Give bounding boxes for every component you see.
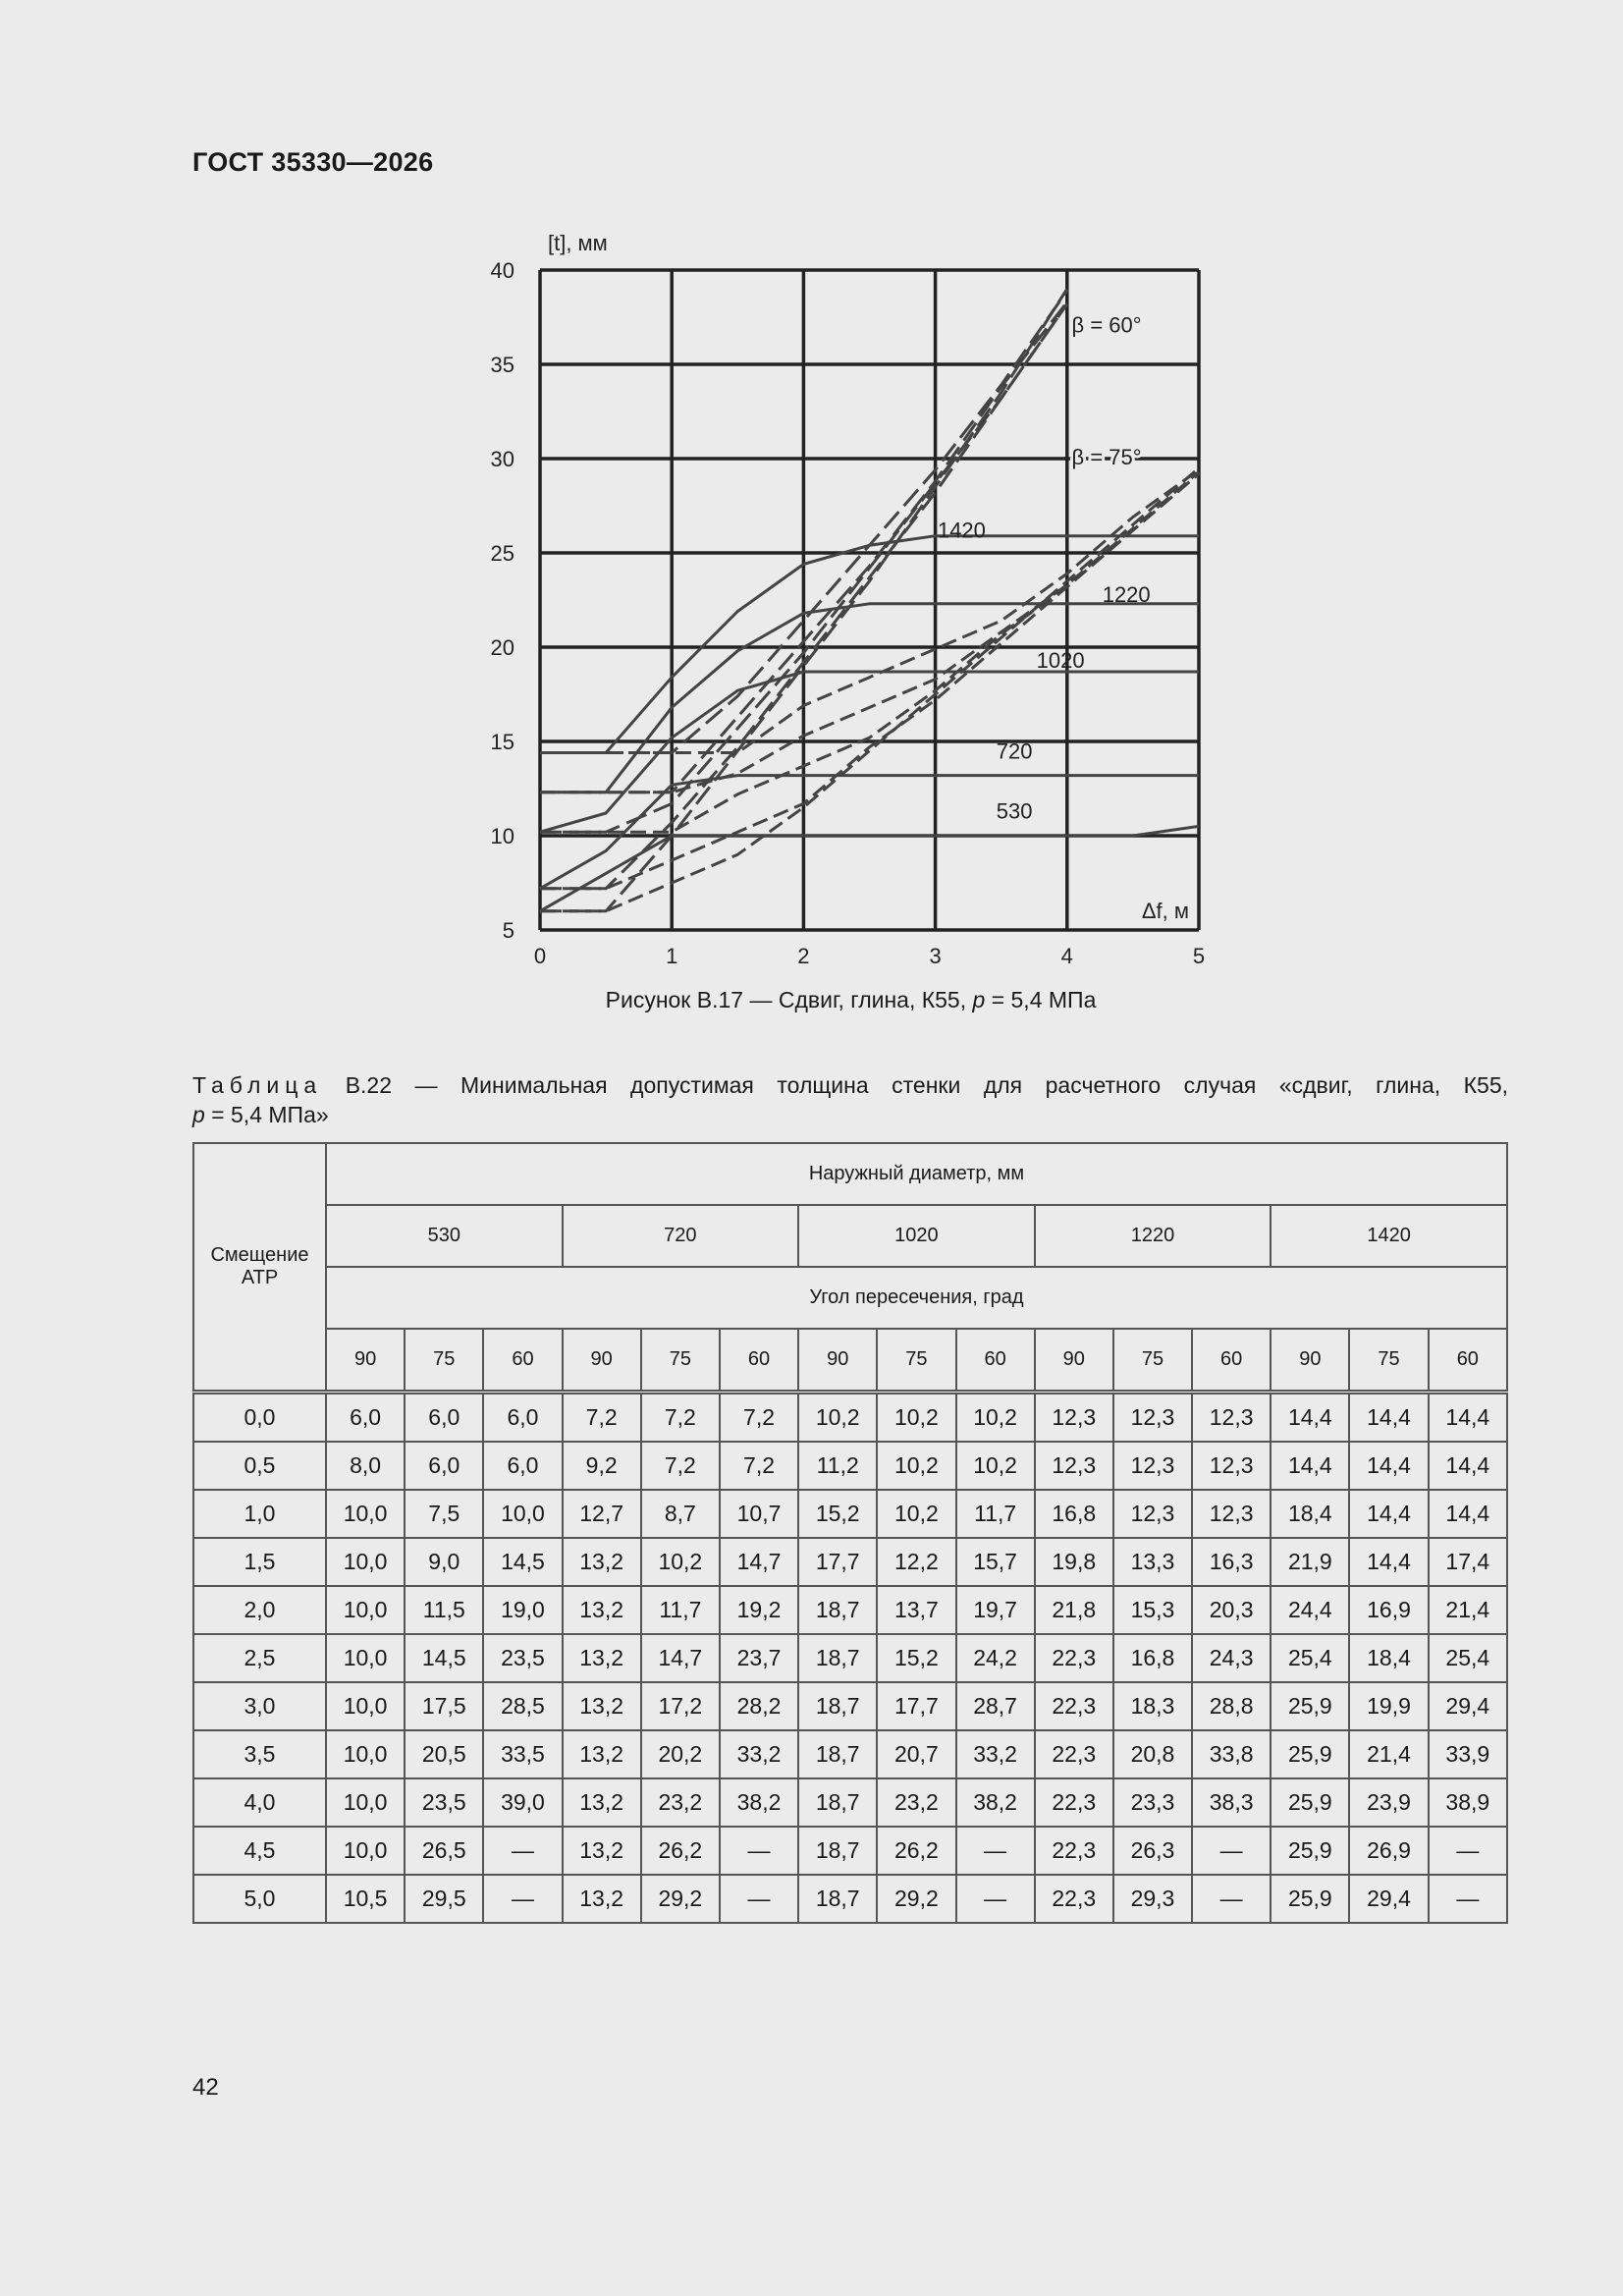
displacement-cell: 5,0 (193, 1875, 326, 1923)
thickness-cell: 6,0 (405, 1442, 483, 1490)
thickness-cell: 13,2 (563, 1827, 641, 1875)
angle-column-header: 90 (563, 1329, 641, 1393)
thickness-cell: 18,7 (798, 1586, 877, 1634)
thickness-cell: 29,5 (405, 1875, 483, 1923)
angle-column-header: 60 (483, 1329, 562, 1393)
thickness-cell: 25,9 (1271, 1682, 1349, 1730)
diameter-header: 1020 (798, 1205, 1035, 1267)
thickness-cell: 13,3 (1113, 1538, 1192, 1586)
thickness-cell: 9,0 (405, 1538, 483, 1586)
thickness-cell: 10,0 (326, 1682, 405, 1730)
chart (471, 221, 1247, 987)
thickness-cell: 16,9 (1349, 1586, 1428, 1634)
thickness-table (192, 1142, 1508, 1924)
chart-annotation: 720 (996, 738, 1033, 764)
outer-diameter-header: Наружный диаметр, мм (326, 1143, 1507, 1205)
thickness-cell: 25,9 (1271, 1730, 1349, 1778)
thickness-cell: 12,3 (1113, 1490, 1192, 1538)
thickness-cell: 10,0 (326, 1827, 405, 1875)
y-tick-label: 25 (490, 541, 514, 566)
x-tick-label: 4 (1060, 944, 1073, 968)
thickness-cell: 15,7 (956, 1538, 1035, 1586)
thickness-cell: 10,0 (326, 1778, 405, 1827)
thickness-cell: 18,7 (798, 1730, 877, 1778)
thickness-cell: 11,7 (956, 1490, 1035, 1538)
thickness-cell: 17,5 (405, 1682, 483, 1730)
thickness-cell: 26,5 (405, 1827, 483, 1875)
thickness-cell: 6,0 (483, 1393, 562, 1443)
thickness-cell: 7,2 (563, 1393, 641, 1443)
angle-column-header: 75 (405, 1329, 483, 1393)
thickness-cell: 29,4 (1429, 1682, 1507, 1730)
thickness-cell: 17,2 (641, 1682, 720, 1730)
thickness-cell: 22,3 (1035, 1778, 1113, 1827)
thickness-cell: 23,9 (1349, 1778, 1428, 1827)
thickness-cell: 10,2 (798, 1393, 877, 1443)
angle-column-header: 60 (1192, 1329, 1271, 1393)
thickness-cell: 10,0 (326, 1634, 405, 1682)
thickness-cell: 16,8 (1113, 1634, 1192, 1682)
thickness-cell: 10,0 (326, 1586, 405, 1634)
thickness-cell: 10,7 (720, 1490, 798, 1538)
thickness-cell: 15,3 (1113, 1586, 1192, 1634)
diameter-header: 1220 (1035, 1205, 1271, 1267)
thickness-cell: 13,7 (877, 1586, 955, 1634)
row-header-cell: Смещение АТР (193, 1143, 326, 1393)
thickness-cell: 17,7 (877, 1682, 955, 1730)
angle-column-header: 75 (1349, 1329, 1428, 1393)
y-tick-label: 15 (490, 730, 514, 754)
thickness-cell: 23,5 (405, 1778, 483, 1827)
table-row (193, 1538, 1507, 1586)
thickness-cell: 10,2 (956, 1442, 1035, 1490)
thickness-cell: 7,2 (720, 1442, 798, 1490)
thickness-cell: 29,2 (641, 1875, 720, 1923)
thickness-cell: 19,7 (956, 1586, 1035, 1634)
thickness-cell: — (1192, 1875, 1271, 1923)
thickness-cell: 14,4 (1271, 1442, 1349, 1490)
angle-column-header: 90 (326, 1329, 405, 1393)
series-line-1420-75 (540, 470, 1199, 753)
thickness-cell: 24,4 (1271, 1586, 1349, 1634)
thickness-cell: 19,2 (720, 1586, 798, 1634)
thickness-cell: 14,7 (720, 1538, 798, 1586)
thickness-cell: 19,9 (1349, 1682, 1428, 1730)
x-axis-label: Δf, м (1141, 899, 1189, 923)
y-tick-label: 40 (490, 258, 514, 283)
x-tick-label: 5 (1192, 944, 1206, 968)
thickness-cell: 13,2 (563, 1538, 641, 1586)
thickness-cell: 18,7 (798, 1778, 877, 1827)
thickness-cell: 28,5 (483, 1682, 562, 1730)
thickness-cell: 19,0 (483, 1586, 562, 1634)
displacement-cell: 4,0 (193, 1778, 326, 1827)
thickness-cell: 22,3 (1035, 1827, 1113, 1875)
y-tick-label: 35 (490, 353, 514, 377)
angle-column-header: 60 (1429, 1329, 1507, 1393)
chart-annotation: 1020 (1036, 648, 1085, 674)
table-row (193, 1778, 1507, 1827)
angle-column-header: 60 (956, 1329, 1035, 1393)
thickness-cell: — (1192, 1827, 1271, 1875)
thickness-cell: 16,3 (1192, 1538, 1271, 1586)
chart-annotation: β = 60° (1071, 312, 1142, 338)
displacement-cell: 4,5 (193, 1827, 326, 1875)
chart-annotation: 530 (996, 798, 1033, 824)
thickness-cell: 11,5 (405, 1586, 483, 1634)
thickness-cell: 23,2 (641, 1778, 720, 1827)
displacement-cell: 3,0 (193, 1682, 326, 1730)
thickness-cell: 21,4 (1349, 1730, 1428, 1778)
thickness-cell: 16,8 (1035, 1490, 1113, 1538)
thickness-cell: 8,7 (641, 1490, 720, 1538)
thickness-cell: 11,2 (798, 1442, 877, 1490)
thickness-cell: 13,2 (563, 1634, 641, 1682)
angle-header: Угол пересечения, град (326, 1267, 1507, 1329)
thickness-cell: 20,5 (405, 1730, 483, 1778)
page-number: 42 (192, 2074, 219, 2101)
series-line-1220-75 (540, 471, 1199, 792)
table-row (193, 1490, 1507, 1538)
thickness-cell: 12,3 (1113, 1393, 1192, 1443)
thickness-cell: 14,5 (405, 1634, 483, 1682)
thickness-cell: — (1429, 1875, 1507, 1923)
thickness-cell: 14,5 (483, 1538, 562, 1586)
thickness-cell: 33,9 (1429, 1730, 1507, 1778)
thickness-cell: 17,7 (798, 1538, 877, 1586)
thickness-cell: 26,9 (1349, 1827, 1428, 1875)
thickness-cell: 38,2 (956, 1778, 1035, 1827)
angle-column-header: 75 (877, 1329, 955, 1393)
thickness-cell: 21,8 (1035, 1586, 1113, 1634)
x-tick-label: 2 (797, 944, 810, 968)
displacement-cell: 0,5 (193, 1442, 326, 1490)
series-line-1020-75 (540, 473, 1199, 832)
thickness-cell: 18,7 (798, 1634, 877, 1682)
table-caption: Таблица В.22 — Минимальная допустимая толщина стенки для расчетного случая «сдвиг, глина, К55, p = 5,4 МПа» (192, 1072, 1508, 1127)
thickness-cell: 25,4 (1271, 1634, 1349, 1682)
thickness-cell: 15,2 (877, 1634, 955, 1682)
thickness-cell: 10,2 (877, 1490, 955, 1538)
y-axis-label: [t], мм (548, 231, 608, 255)
thickness-cell: 10,2 (877, 1442, 955, 1490)
thickness-cell: — (956, 1827, 1035, 1875)
thickness-cell: 18,7 (798, 1682, 877, 1730)
table-row (193, 1875, 1507, 1923)
thickness-cell: 13,2 (563, 1682, 641, 1730)
thickness-cell: 20,2 (641, 1730, 720, 1778)
thickness-cell: 33,5 (483, 1730, 562, 1778)
thickness-cell: 10,2 (877, 1393, 955, 1443)
thickness-cell: 29,2 (877, 1875, 955, 1923)
thickness-cell: 7,2 (641, 1442, 720, 1490)
thickness-cell: 12,7 (563, 1490, 641, 1538)
thickness-cell: 14,4 (1271, 1393, 1349, 1443)
thickness-cell: 14,4 (1349, 1442, 1428, 1490)
x-tick-label: 3 (929, 944, 942, 968)
thickness-cell: 10,0 (326, 1538, 405, 1586)
thickness-cell: — (483, 1827, 562, 1875)
thickness-cell: 10,0 (326, 1490, 405, 1538)
displacement-cell: 2,0 (193, 1586, 326, 1634)
thickness-cell: 14,4 (1349, 1490, 1428, 1538)
thickness-cell: 14,4 (1349, 1538, 1428, 1586)
thickness-cell: 10,2 (641, 1538, 720, 1586)
thickness-cell: 28,2 (720, 1682, 798, 1730)
thickness-cell: 8,0 (326, 1442, 405, 1490)
thickness-cell: 25,9 (1271, 1875, 1349, 1923)
angle-column-header: 75 (1113, 1329, 1192, 1393)
thickness-cell: 21,9 (1271, 1538, 1349, 1586)
displacement-cell: 0,0 (193, 1393, 326, 1443)
y-tick-label: 10 (490, 824, 514, 848)
table-row (193, 1393, 1507, 1443)
thickness-cell: 25,4 (1429, 1634, 1507, 1682)
diameter-header: 720 (563, 1205, 799, 1267)
thickness-cell: 12,3 (1113, 1442, 1192, 1490)
thickness-cell: — (720, 1827, 798, 1875)
thickness-cell: 12,3 (1192, 1490, 1271, 1538)
thickness-cell: — (956, 1875, 1035, 1923)
displacement-cell: 2,5 (193, 1634, 326, 1682)
thickness-cell: 29,4 (1349, 1875, 1428, 1923)
thickness-cell: 13,2 (563, 1730, 641, 1778)
x-tick-label: 0 (533, 944, 547, 968)
thickness-cell: 10,0 (326, 1730, 405, 1778)
table-row (193, 1634, 1507, 1682)
angle-column-header: 90 (798, 1329, 877, 1393)
thickness-cell: 21,4 (1429, 1586, 1507, 1634)
thickness-cell: 33,8 (1192, 1730, 1271, 1778)
diameter-header: 1420 (1271, 1205, 1507, 1267)
table-row (193, 1827, 1507, 1875)
thickness-cell: 39,0 (483, 1778, 562, 1827)
thickness-cell: 13,2 (563, 1586, 641, 1634)
thickness-cell: 10,5 (326, 1875, 405, 1923)
thickness-cell: 29,3 (1113, 1875, 1192, 1923)
thickness-cell: 12,3 (1035, 1393, 1113, 1443)
thickness-cell: 26,3 (1113, 1827, 1192, 1875)
chart-annotation: β = 75° (1071, 444, 1142, 469)
thickness-cell: 20,3 (1192, 1586, 1271, 1634)
document-header: ГОСТ 35330—2026 (192, 147, 434, 177)
x-tick-label: 1 (666, 944, 678, 968)
thickness-cell: 10,0 (483, 1490, 562, 1538)
thickness-cell: 28,8 (1192, 1682, 1271, 1730)
thickness-cell: 18,7 (798, 1827, 877, 1875)
thickness-cell: 12,3 (1192, 1442, 1271, 1490)
thickness-cell: — (720, 1875, 798, 1923)
y-tick-label: 5 (502, 918, 514, 943)
thickness-cell: 14,4 (1429, 1442, 1507, 1490)
table-row (193, 1682, 1507, 1730)
thickness-cell: 20,8 (1113, 1730, 1192, 1778)
thickness-cell: 13,2 (563, 1875, 641, 1923)
thickness-cell: 10,2 (956, 1393, 1035, 1443)
thickness-cell: 14,4 (1429, 1490, 1507, 1538)
table-row (193, 1730, 1507, 1778)
angle-column-header: 75 (641, 1329, 720, 1393)
thickness-cell: 12,3 (1192, 1393, 1271, 1443)
table-row (193, 1586, 1507, 1634)
thickness-cell: 23,3 (1113, 1778, 1192, 1827)
thickness-cell: 23,5 (483, 1634, 562, 1682)
displacement-cell: 1,5 (193, 1538, 326, 1586)
chart-annotation: 1220 (1102, 581, 1151, 607)
thickness-cell: 33,2 (720, 1730, 798, 1778)
thickness-cell: — (483, 1875, 562, 1923)
thickness-cell: 17,4 (1429, 1538, 1507, 1586)
thickness-cell: 12,2 (877, 1538, 955, 1586)
thickness-cell: 38,3 (1192, 1778, 1271, 1827)
angle-column-header: 60 (720, 1329, 798, 1393)
thickness-cell: 23,2 (877, 1778, 955, 1827)
thickness-cell: 6,0 (326, 1393, 405, 1443)
thickness-cell: 7,2 (641, 1393, 720, 1443)
thickness-cell: 22,3 (1035, 1682, 1113, 1730)
angle-column-header: 90 (1271, 1329, 1349, 1393)
thickness-cell: 11,7 (641, 1586, 720, 1634)
thickness-cell: 14,7 (641, 1634, 720, 1682)
y-tick-label: 20 (490, 635, 514, 660)
thickness-cell: 6,0 (483, 1442, 562, 1490)
angle-column-header: 90 (1035, 1329, 1113, 1393)
thickness-cell: 6,0 (405, 1393, 483, 1443)
thickness-cell: 24,3 (1192, 1634, 1271, 1682)
thickness-cell: 13,2 (563, 1778, 641, 1827)
thickness-cell: 25,9 (1271, 1778, 1349, 1827)
thickness-cell: 25,9 (1271, 1827, 1349, 1875)
thickness-cell: 33,2 (956, 1730, 1035, 1778)
thickness-cell: — (1429, 1827, 1507, 1875)
diameter-header: 530 (326, 1205, 563, 1267)
thickness-cell: 28,7 (956, 1682, 1035, 1730)
thickness-cell: 22,3 (1035, 1634, 1113, 1682)
displacement-cell: 1,0 (193, 1490, 326, 1538)
thickness-cell: 14,4 (1429, 1393, 1507, 1443)
chart-annotation: 1420 (937, 518, 986, 543)
thickness-cell: 18,7 (798, 1875, 877, 1923)
thickness-cell: 20,7 (877, 1730, 955, 1778)
thickness-cell: 18,4 (1349, 1634, 1428, 1682)
thickness-cell: 22,3 (1035, 1730, 1113, 1778)
thickness-cell: 18,3 (1113, 1682, 1192, 1730)
thickness-cell: 14,4 (1349, 1393, 1428, 1443)
thickness-cell: 23,7 (720, 1634, 798, 1682)
displacement-cell: 3,5 (193, 1730, 326, 1778)
thickness-cell: 22,3 (1035, 1875, 1113, 1923)
thickness-cell: 7,2 (720, 1393, 798, 1443)
y-tick-label: 30 (490, 447, 514, 471)
series-line-1220-90 (540, 604, 1199, 793)
thickness-cell: 18,4 (1271, 1490, 1349, 1538)
thickness-cell: 26,2 (641, 1827, 720, 1875)
thickness-cell: 12,3 (1035, 1442, 1113, 1490)
thickness-cell: 7,5 (405, 1490, 483, 1538)
table-row (193, 1442, 1507, 1490)
figure-caption: Рисунок В.17 — Сдвиг, глина, К55, p = 5,4 МПа (605, 987, 1097, 1012)
thickness-cell: 24,2 (956, 1634, 1035, 1682)
thickness-cell: 38,9 (1429, 1778, 1507, 1827)
thickness-cell: 19,8 (1035, 1538, 1113, 1586)
thickness-cell: 15,2 (798, 1490, 877, 1538)
thickness-cell: 26,2 (877, 1827, 955, 1875)
thickness-cell: 38,2 (720, 1778, 798, 1827)
thickness-cell: 9,2 (563, 1442, 641, 1490)
